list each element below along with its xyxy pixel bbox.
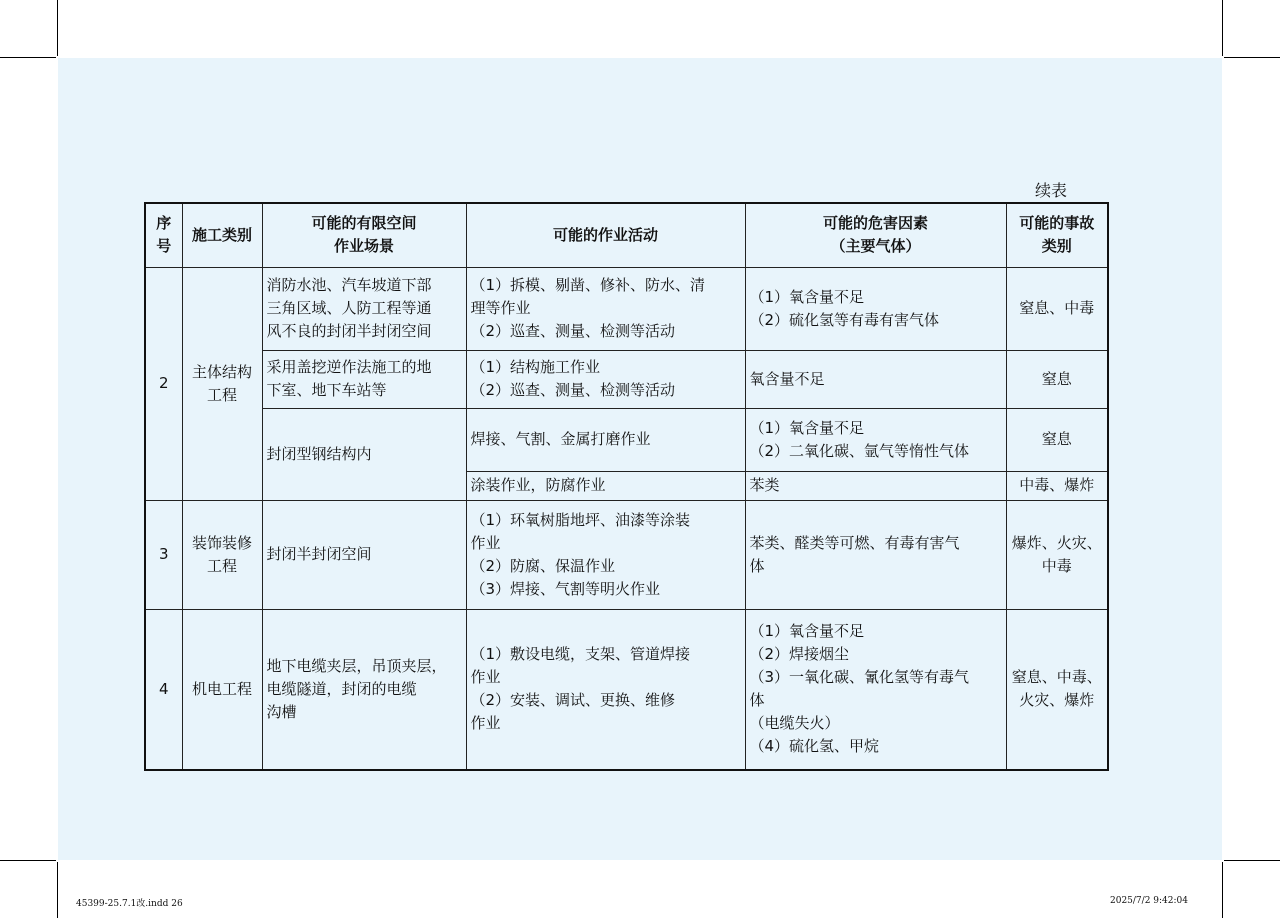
table-caption: 续表 (1035, 181, 1068, 200)
row-category: 装饰装修 工程 (182, 500, 262, 609)
row-category: 主体结构 工程 (182, 267, 262, 500)
crop-mark-top-right-h (1224, 57, 1280, 58)
row-no: 2 (145, 267, 182, 500)
row-scene: 地下电缆夹层，吊顶夹层， 电缆隧道，封闭的电缆 沟槽 (262, 609, 466, 770)
row-hazard: （1）氧含量不足 （2）二氧化碳、氩气等惰性气体 (745, 408, 1006, 471)
row-activity: 焊接、气割、金属打磨作业 (466, 408, 745, 471)
crop-mark-bottom-right-v (1222, 862, 1223, 918)
row-activity: （1）结构施工作业 （2）巡查、测量、检测等活动 (466, 350, 745, 408)
row-scene: 采用盖挖逆作法施工的地 下室、地下车站等 (262, 350, 466, 408)
row-category: 机电工程 (182, 609, 262, 770)
row-hazard: 苯类、醛类等可燃、有毒有害气 体 (745, 500, 1006, 609)
row-no: 4 (145, 609, 182, 770)
row-accident: 窒息、中毒 (1006, 267, 1108, 350)
row-accident: 窒息 (1006, 350, 1108, 408)
crop-mark-bottom-left-h (0, 860, 56, 861)
header-activity: 可能的作业活动 (466, 203, 745, 267)
header-hazard: 可能的危害因素 （主要气体） (745, 203, 1006, 267)
row-activity: （1）环氧树脂地坪、油漆等涂装 作业 （2）防腐、保温作业 （3）焊接、气割等明火作业 (466, 500, 745, 609)
crop-mark-bottom-right-h (1224, 860, 1280, 861)
crop-mark-top-left-h (0, 57, 56, 58)
row-hazard: （1）氧含量不足 （2）硫化氢等有毒有害气体 (745, 267, 1006, 350)
crop-mark-top-left-v (57, 0, 58, 56)
table-row (145, 350, 1108, 408)
header-row (145, 203, 1108, 267)
row-accident: 窒息 (1006, 408, 1108, 471)
row-scene: 消防水池、汽车坡道下部 三角区域、人防工程等通 风不良的封闭半封闭空间 (262, 267, 466, 350)
row-accident: 中毒、爆炸 (1006, 471, 1108, 500)
row-hazard: 氧含量不足 (745, 350, 1006, 408)
header-accident: 可能的事故 类别 (1006, 203, 1108, 267)
row-scene: 封闭半封闭空间 (262, 500, 466, 609)
footer-timestamp: 2025/7/2 9:42:04 (1110, 896, 1188, 906)
header-category: 施工类别 (182, 203, 262, 267)
crop-mark-bottom-left-v (57, 862, 58, 918)
row-scene: 封闭型钢结构内 (262, 408, 466, 500)
table-row (145, 267, 1108, 350)
header-no: 序 号 (145, 203, 182, 267)
crop-mark-top-right-v (1222, 0, 1223, 56)
row-activity: 涂装作业，防腐作业 (466, 471, 745, 500)
row-accident: 窒息、中毒、 火灾、爆炸 (1006, 609, 1108, 770)
row-hazard: （1）氧含量不足 （2）焊接烟尘 （3）一氧化碳、氰化氢等有毒气 体 （电缆失火） （4）硫化氢、甲烷 (745, 609, 1006, 770)
hazard-table (144, 202, 1109, 771)
header-scene: 可能的有限空间 作业场景 (262, 203, 466, 267)
row-activity: （1）敷设电缆，支架、管道焊接 作业 （2）安装、调试、更换、维修 作业 (466, 609, 745, 770)
table-row (145, 408, 1108, 471)
table-row (145, 609, 1108, 770)
row-no: 3 (145, 500, 182, 609)
footer-file-info: 45399-25.7.1改.indd 26 (76, 899, 183, 909)
table-row (145, 500, 1108, 609)
row-activity: （1）拆模、剔凿、修补、防水、清 理等作业 （2）巡查、测量、检测等活动 (466, 267, 745, 350)
row-hazard: 苯类 (745, 471, 1006, 500)
row-accident: 爆炸、火灾、 中毒 (1006, 500, 1108, 609)
